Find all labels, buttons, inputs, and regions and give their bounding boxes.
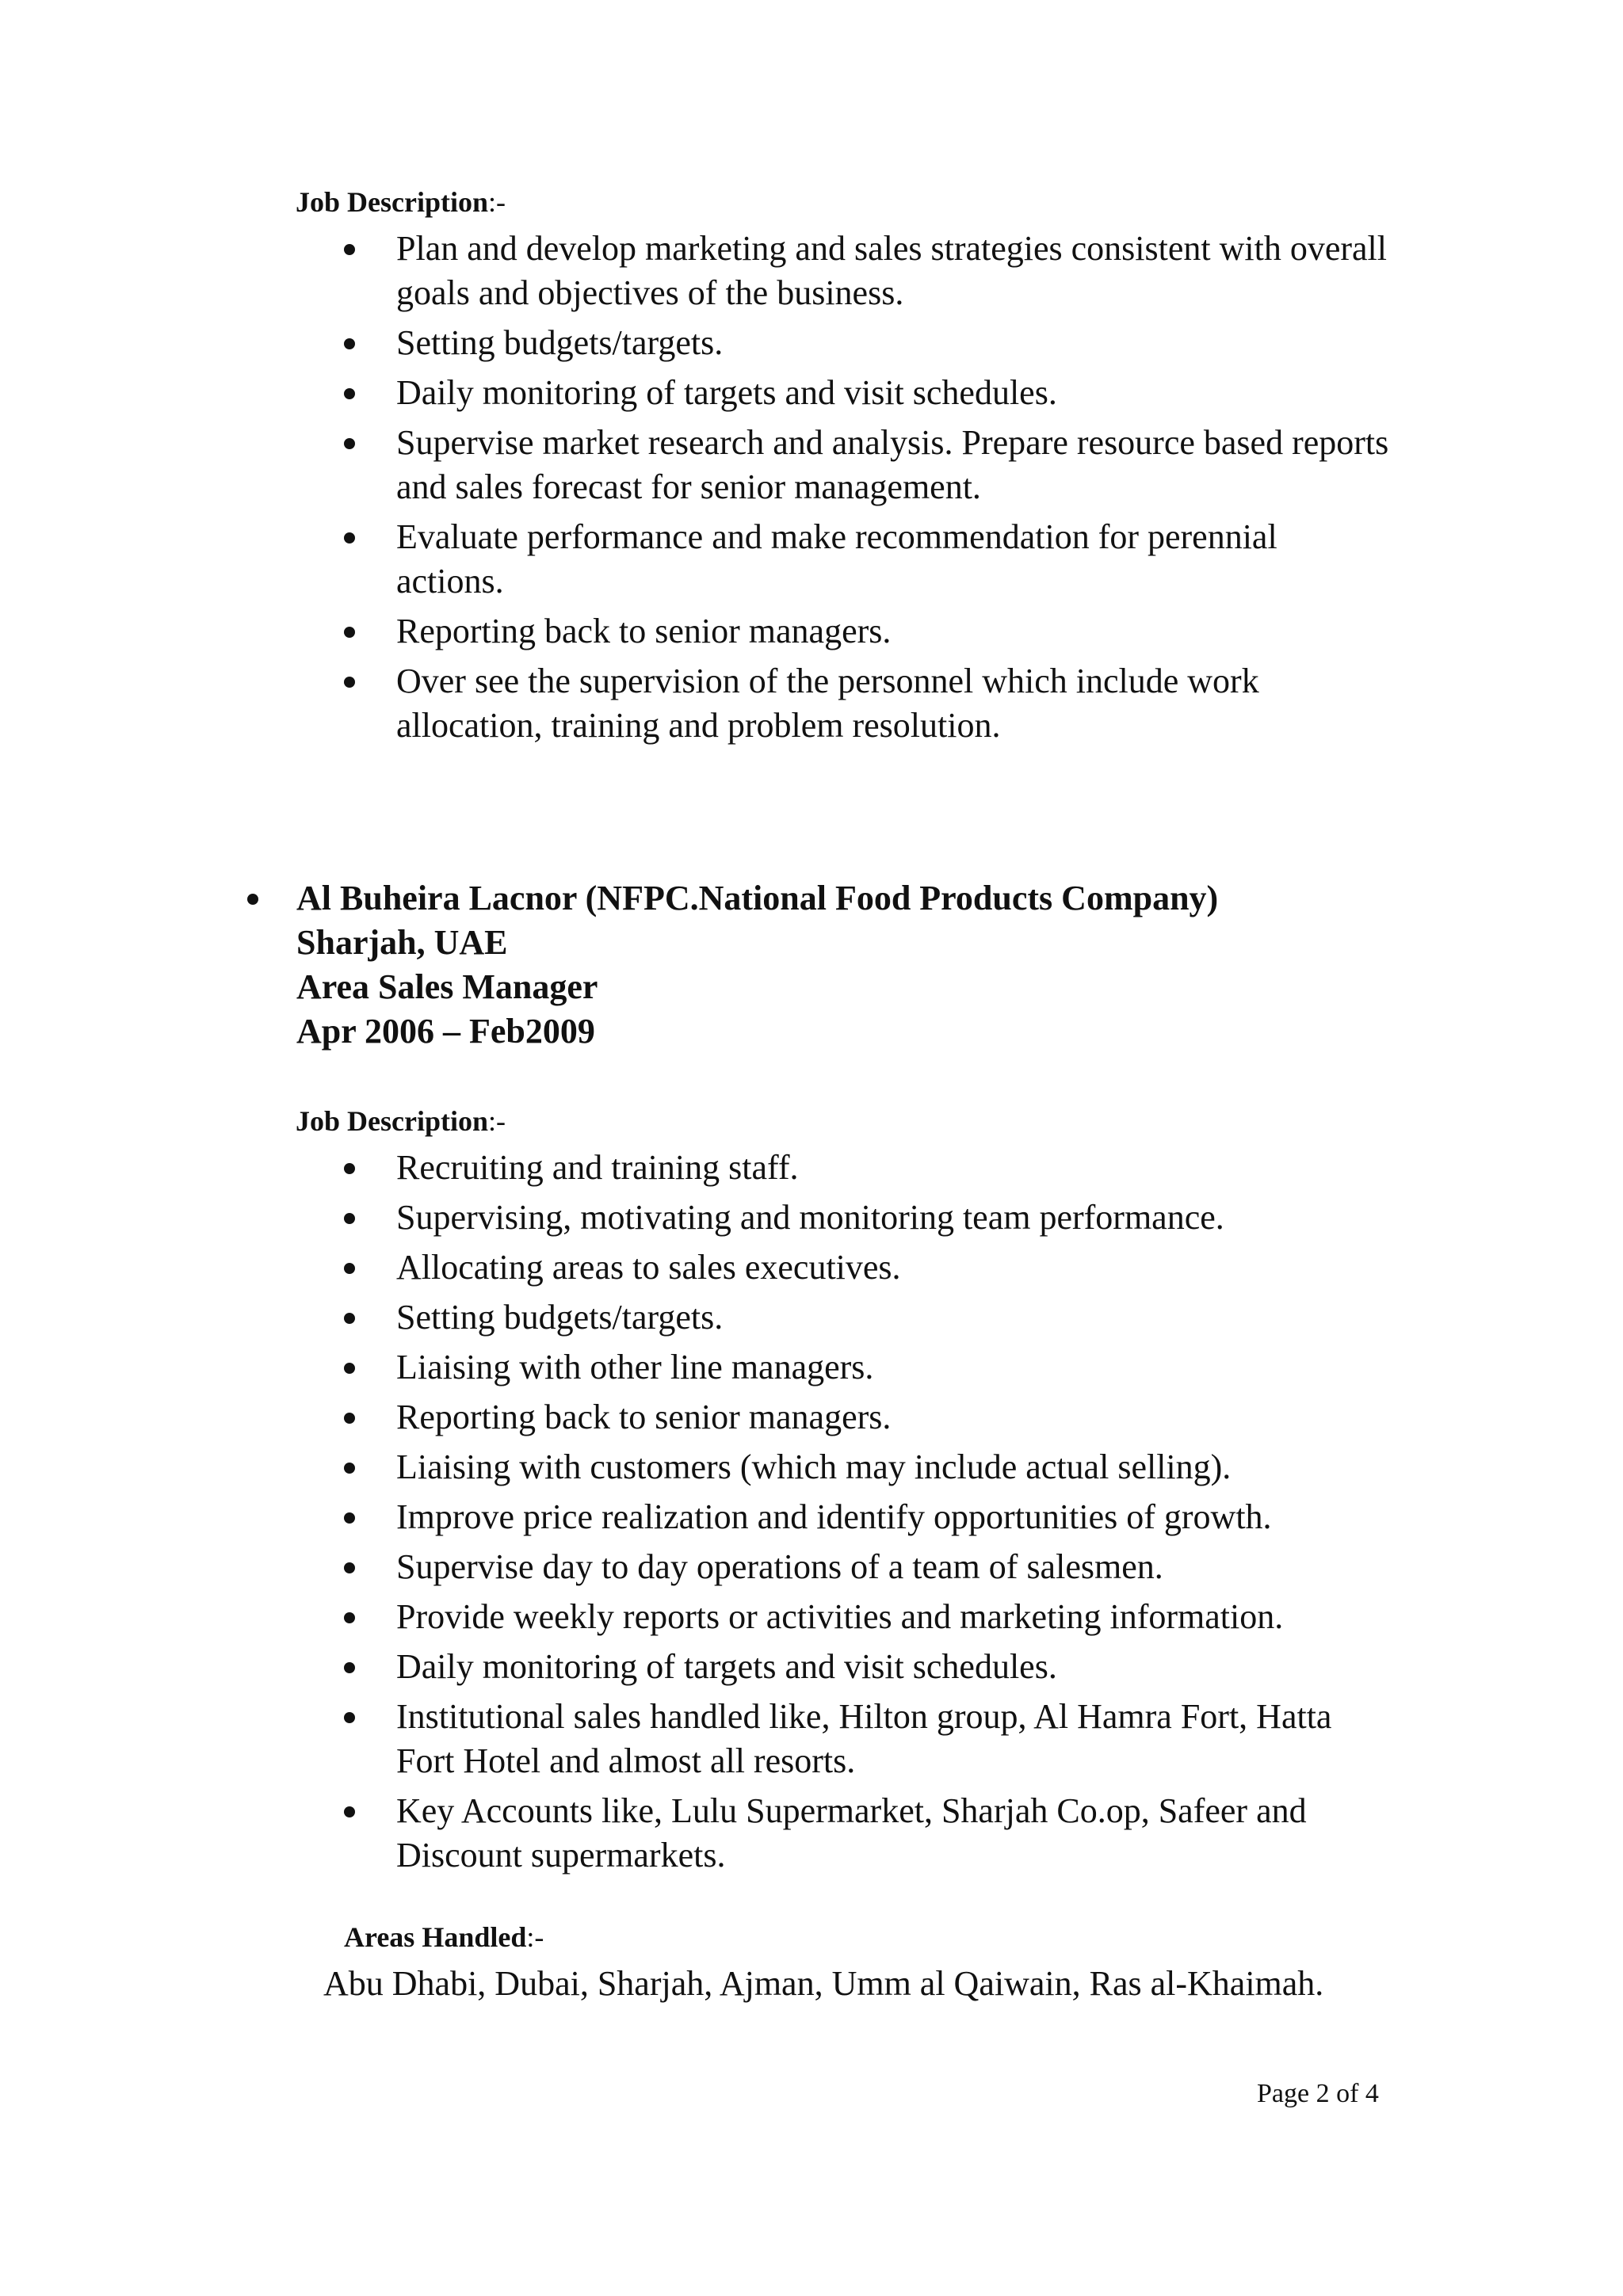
list-item: Reporting back to senior managers. [344,1395,1390,1440]
job-description-label-suffix: :- [488,1105,506,1137]
list-item: Reporting back to senior managers. [344,609,1390,654]
company-name: Al Buheira Lacnor (NFPC.National Food Products Company) [296,879,1219,917]
list-item: Supervising, motivating and monitoring team performance. [344,1196,1390,1240]
list-item: Evaluate performance and make recommendation for perennial actions. [344,515,1390,604]
job-description-label-text: Job Description [296,186,488,218]
areas-handled-label-text: Areas Handled [344,1921,527,1953]
job-description-list [344,1146,1390,1883]
areas-handled-label-suffix: :- [526,1921,544,1953]
areas-handled-label [344,1920,544,1954]
job-entry-header [247,876,1218,1054]
list-item: Allocating areas to sales executives. [344,1245,1390,1290]
job-description-list [344,227,1390,753]
list-item: Daily monitoring of targets and visit schedules. [344,371,1390,415]
list-item: Liaising with customers (which may include actual selling). [344,1445,1390,1489]
list-item: Over see the supervision of the personnel which include work allocation, training and problem resolution. [344,659,1390,748]
list-item: Setting budgets/targets. [344,321,1390,365]
list-item: Provide weekly reports or activities and marketing information. [344,1595,1390,1639]
list-item: Plan and develop marketing and sales strategies consistent with overall goals and objectives of the business. [344,227,1390,315]
page-number: Page 2 of 4 [1257,2079,1379,2108]
job-description-label [296,1104,506,1138]
list-item: Institutional sales handled like, Hilton group, Al Hamra Fort, Hatta Fort Hotel and almost all resorts. [344,1695,1390,1783]
job-description-label-suffix: :- [488,186,506,218]
job-description-label [296,185,506,219]
list-item: Daily monitoring of targets and visit schedules. [344,1645,1390,1689]
list-item: Liaising with other line managers. [344,1345,1390,1390]
list-item: Improve price realization and identify opportunities of growth. [344,1495,1390,1539]
list-item: Supervise market research and analysis. Prepare resource based reports and sales forecast for senior management. [344,421,1390,509]
job-location: Sharjah, UAE [296,923,508,962]
list-item: Supervise day to day operations of a team of salesmen. [344,1545,1390,1589]
job-description-label-text: Job Description [296,1105,488,1137]
job-title: Area Sales Manager [296,967,598,1006]
list-item: Setting budgets/targets. [344,1295,1390,1340]
list-item: Key Accounts like, Lulu Supermarket, Sharjah Co.op, Safeer and Discount supermarkets. [344,1789,1390,1878]
job-dates: Apr 2006 – Feb2009 [296,1012,595,1051]
areas-handled-text: Abu Dhabi, Dubai, Sharjah, Ajman, Umm al Qaiwain, Ras al-Khaimah. [323,1964,1324,2003]
list-item: Recruiting and training staff. [344,1146,1390,1190]
